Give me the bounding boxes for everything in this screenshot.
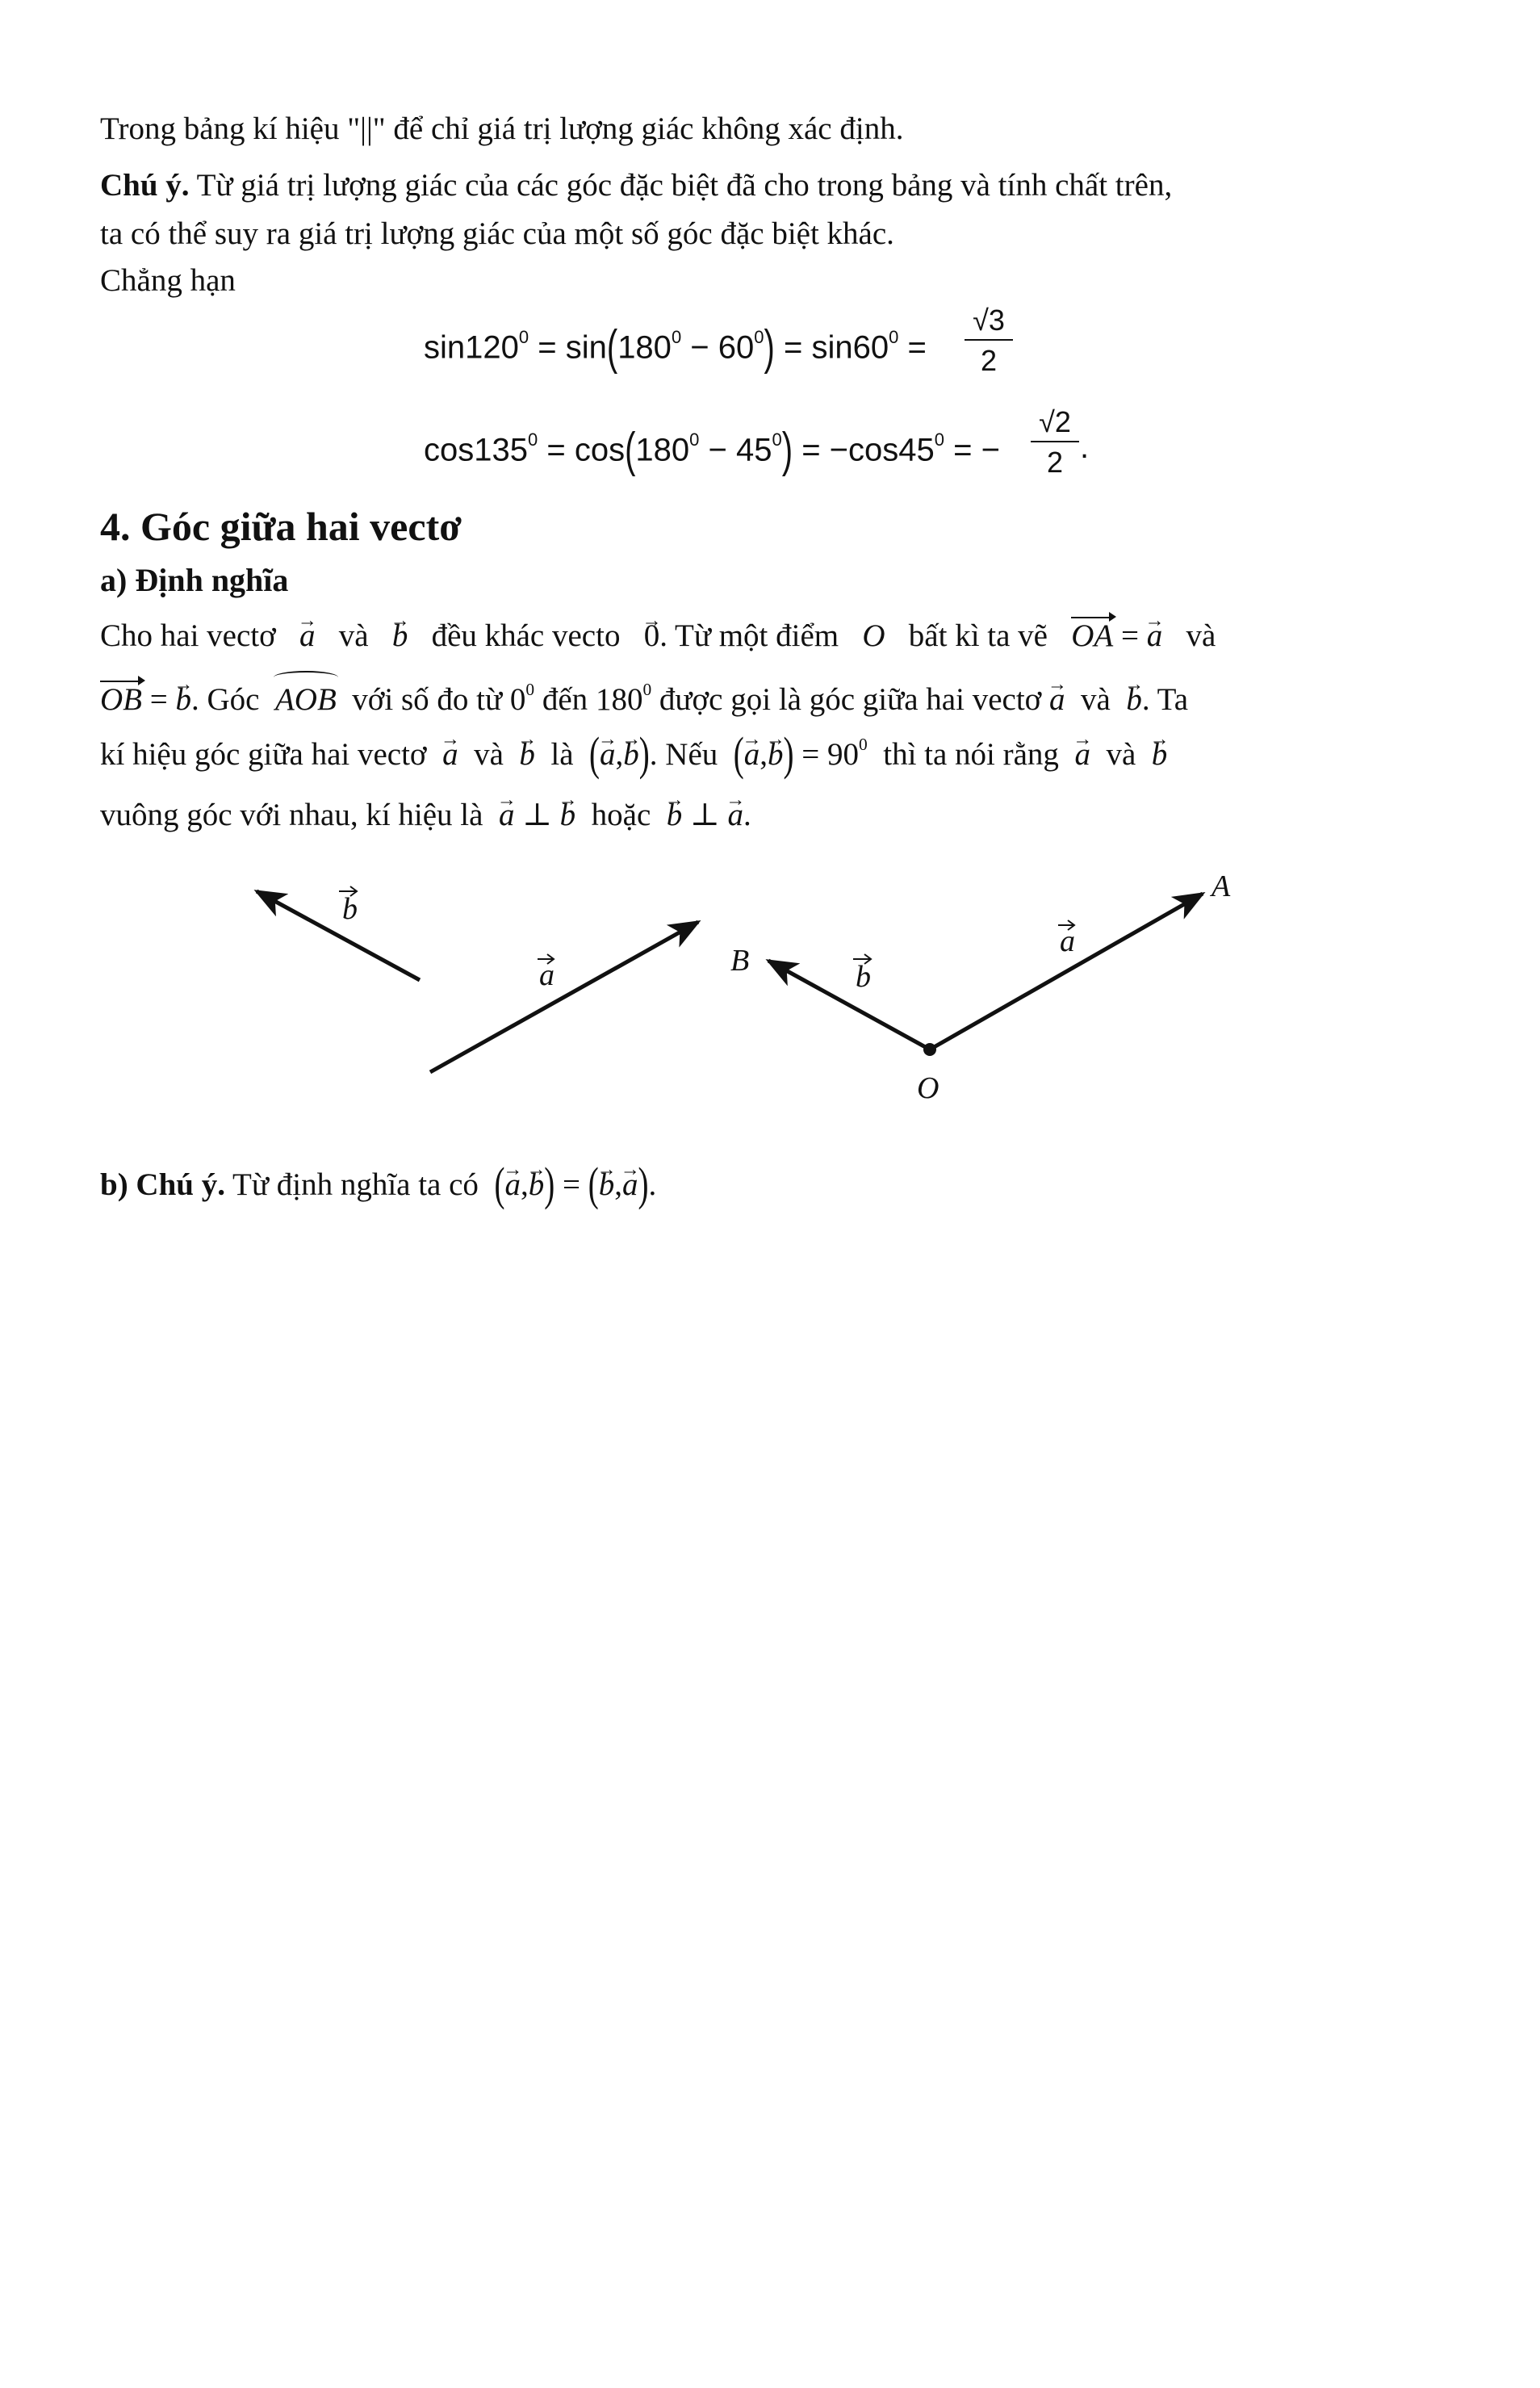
point-a-label: A	[1211, 869, 1231, 903]
note-label: Chú ý.	[100, 168, 190, 203]
definition-line-2: OB = → b. Góc AOB với số đo từ $0^0$ đến $180^0$ được gọi là góc giữa hai vectơ → a và → b. Ta	[100, 665, 1188, 724]
point-b-label: B	[730, 944, 750, 978]
note-line-2: ta có thể suy ra giá trị lượng giác của một số góc đặc biệt khác.	[100, 216, 894, 251]
free-vector-b-label: b	[342, 892, 358, 926]
note-line-3: Chẳng hạn	[100, 263, 236, 298]
point-o-dot	[923, 1043, 936, 1056]
note-b-label: b) Chú ý.	[100, 1167, 225, 1202]
fraction-sqrt3-over-2: $\frac{√3}{2}$	[965, 304, 1013, 378]
equation-cos135: $\cos 135^0 = \cos(180^0 - 45^0) = -\cos 45^0$ = −	[424, 423, 1000, 477]
equation-sin120: $\sin 120^0 = \sin(180^0 - 60^0) = \sin 60^0$ =	[424, 320, 927, 375]
vector-oa-label: a	[1060, 924, 1075, 958]
free-vector-a-label: a	[539, 958, 554, 992]
point-o-label: O	[917, 1071, 939, 1105]
free-vector-a-arrow	[430, 922, 698, 1072]
section-title: 4. Góc giữa hai vectơ	[100, 504, 462, 549]
definition-line-4: vuông góc với nhau, kí hiệu là → a ⊥ → b hoặc → b ⊥ → a.	[100, 791, 751, 840]
note-b: b) Chú ý. Từ định nghĩa ta có (→ a,→ b) = (→ b,→ a).	[100, 1161, 656, 1209]
vector-ob-arrow	[768, 961, 930, 1049]
intro-text: Trong bảng kí hiệu "||" để chỉ giá trị lượng giác không xác định.	[100, 111, 904, 146]
equation-end-period: .	[1080, 429, 1090, 465]
definition-line-1: Cho hai vectơ → a và → b đều khác vecto → 0. Từ một điểm O bất kì ta vẽ OA = → a và	[100, 612, 1216, 660]
free-vector-b-arrow	[257, 891, 420, 980]
definition-line-3: kí hiệu góc giữa hai vectơ → a và → b là (→ a,→ b). Nếu (→ $a,\to b) = 90^0$ thì ta nói rằng → a và → b	[100, 720, 1167, 779]
note-line-1: Chú ý. Từ giá trị lượng giác của các góc đặc biệt đã cho trong bảng và tính chất trên,	[100, 168, 1173, 203]
subsection-definition: a) Định nghĩa	[100, 562, 289, 598]
vector-oa-arrow	[930, 894, 1203, 1049]
vector-ob-label: b	[856, 960, 871, 994]
fraction-sqrt2-over-2: $\frac{√2}{2}$	[1031, 405, 1079, 480]
